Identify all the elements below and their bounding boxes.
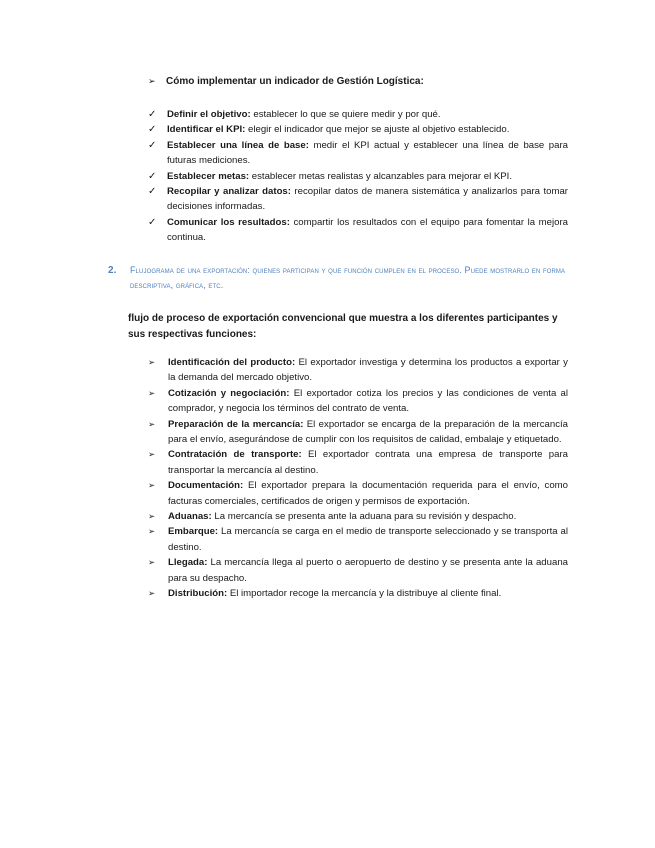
list-item (148, 184, 568, 215)
section-number: 2. (108, 265, 117, 276)
list-item (148, 586, 568, 601)
checkmark-icon: ✓ (148, 170, 157, 182)
list-item (148, 215, 568, 246)
flow-term: Cotización y negociación: (168, 387, 290, 399)
flow-desc: El exportador se encarga de la preparación de la mercancía para el envío, asegurándose de cumplir con los requisitos de calidad, embalaje y etiquetado. (168, 418, 569, 446)
list-item (148, 478, 568, 509)
flow-desc: El exportador contrata una empresa de transporte para transportar la mercancía al destino. (168, 449, 568, 476)
checkmark-icon: ✓ (148, 124, 157, 136)
checkmark-icon: ✓ (148, 216, 157, 228)
flow-term: Identificación del producto: (168, 357, 296, 368)
step-desc: medir el KPI actual y establecer una línea de base para futuras mediciones. (167, 139, 568, 167)
arrow-bullet-icon: ➢ (148, 526, 156, 537)
flow-desc: El exportador investiga y determina los productos a exportar y la demanda del mercado objetivo. (168, 357, 568, 384)
flow-desc: El exportador cotiza los precios y las condiciones de venta al comprador, y negocia los términos del contrato de venta. (168, 387, 568, 415)
flow-term: Embarque: (168, 526, 219, 538)
flow-desc: La mercancía se presenta ante la aduana para su revisión y despacho. (211, 511, 517, 523)
arrow-bullet-icon: ➢ (148, 511, 156, 522)
section-heading (108, 263, 568, 293)
flow-term: Aduanas: (168, 511, 212, 523)
step-desc: elegir el indicador que mejor se ajuste al objetivo establecido. (245, 124, 510, 136)
step-term: Comunicar los resultados: (167, 216, 290, 228)
arrow-bullet-icon: ➢ (148, 588, 156, 599)
step-desc: establecer lo que se quiere medir y por qué. (250, 109, 441, 120)
arrow-bullet-icon: ➢ (148, 387, 156, 398)
checkmark-icon: ✓ (148, 139, 157, 151)
list-item (148, 138, 568, 169)
step-term: Recopilar y analizar datos: (167, 186, 291, 198)
list-item (148, 555, 568, 586)
list-item (148, 355, 568, 386)
step-desc: establecer metas realistas y alcanzables para mejorar el KPI. (249, 170, 513, 182)
flow-desc: La mercancía llega al puerto o aeropuerto de destino y se presenta ante la aduana para su despacho. (168, 557, 568, 584)
flow-term: Preparación de la mercancía: (168, 418, 304, 430)
section-heading-text: Flujograma de una exportación: quienes participan y que función cumplen en el proceso. Puede mostrarlo en forma descriptiva, gráfica, etc. (130, 265, 566, 290)
top-bullet (148, 74, 568, 89)
step-desc: recopilar datos de manera sistemática y analizarlos para tomar decisiones informadas. (167, 186, 568, 213)
flow-term: Documentación: (168, 480, 244, 492)
step-term: Establecer metas: (167, 170, 250, 182)
step-term: Definir el objetivo: (167, 109, 251, 120)
list-item (148, 107, 568, 122)
list-item (148, 122, 568, 137)
list-item (148, 447, 568, 478)
list-item (148, 386, 568, 417)
arrow-bullet-icon: ➢ (148, 557, 156, 568)
export-flow-list (148, 355, 568, 602)
list-item (148, 417, 568, 448)
top-bullet-text: Cómo implementar un indicador de Gestión Logística: (166, 76, 424, 87)
flow-desc: La mercancía se carga en el medio de transporte seleccionado y se transporta al destino. (168, 526, 568, 553)
step-term: Identificar el KPI: (167, 124, 246, 136)
flow-term: Contratación de transporte: (168, 449, 302, 461)
flow-desc: El importador recoge la mercancía y la distribuye al cliente final. (227, 588, 502, 600)
list-item (148, 169, 568, 184)
flow-term: Llegada: (168, 557, 208, 569)
arrow-bullet-icon: ➢ (148, 480, 156, 491)
checkmark-icon: ✓ (148, 186, 157, 198)
arrow-bullet-icon: ➢ (148, 449, 156, 460)
arrow-bullet-icon: ➢ (148, 418, 156, 429)
step-term: Establecer una línea de base: (167, 139, 309, 151)
list-item (148, 524, 568, 555)
arrow-bullet-icon: ➢ (148, 76, 156, 86)
flow-desc: El exportador prepara la documentación requerida para el envío, como facturas comerciales, certificados de origen y permisos de exportación. (168, 480, 568, 507)
flow-term: Distribución: (168, 588, 228, 600)
step-desc: compartir los resultados con el equipo para fomentar la mejora continua. (167, 216, 569, 244)
arrow-bullet-icon: ➢ (148, 357, 156, 367)
kpi-steps-list (148, 107, 568, 246)
intro-paragraph: flujo de proceso de exportación convencional que muestra a los diferentes participantes y sus respectivas funciones: (128, 313, 558, 340)
checkmark-icon: ✓ (148, 109, 157, 120)
list-item (148, 509, 568, 524)
